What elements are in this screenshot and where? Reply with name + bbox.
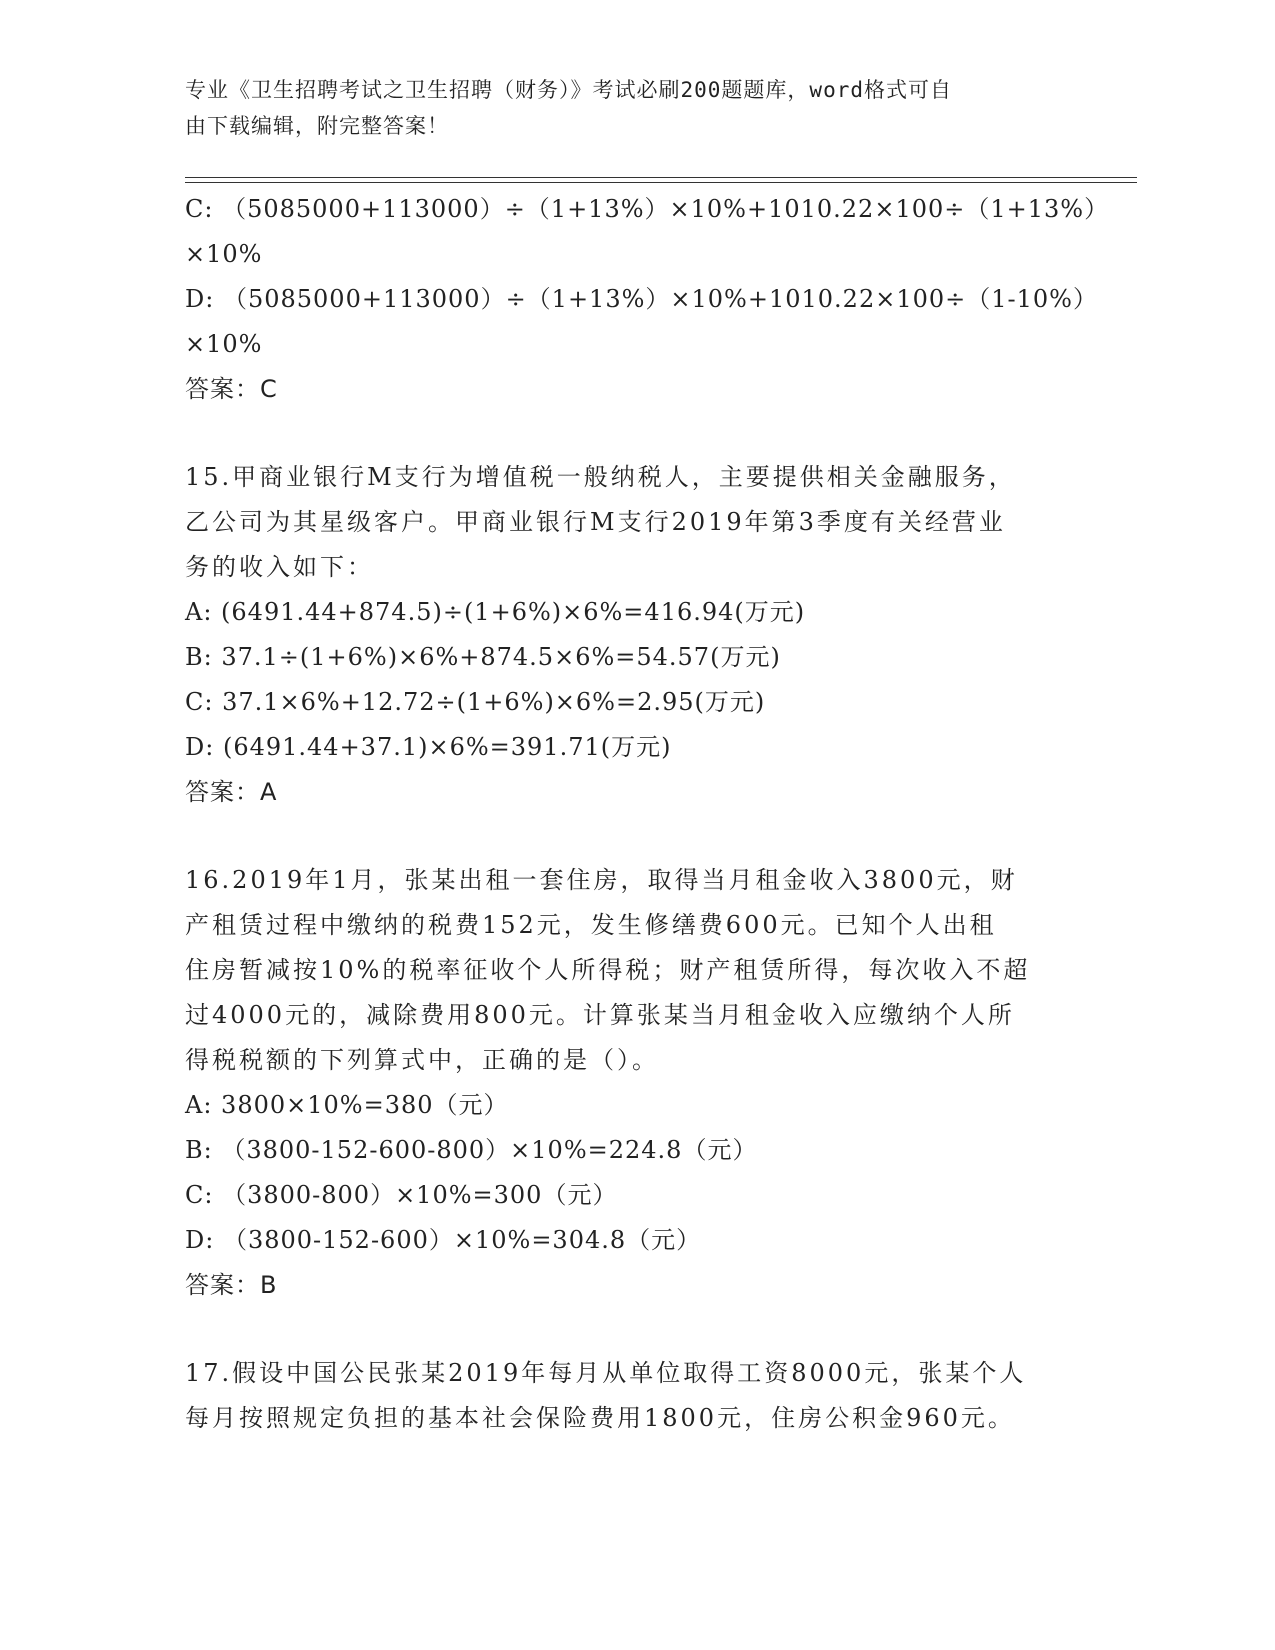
answer-14: 答案：C [185,375,278,403]
option-c-line-1: C: （5085000+113000）÷（1+13%）×10%+1010.22×100÷（1+13%） [185,195,1110,223]
answer-15: 答案：A [185,778,278,806]
question-16-stem-4: 过4000元的，减除费用800元。计算张某当月租金收入应缴纳个人所 [185,1001,1015,1029]
option-c-line-2: ×10% [185,240,263,268]
page-header [185,72,1055,144]
option-b: B: 37.1÷(1+6%)×6%+874.5×6%=54.57(万元) [185,643,781,671]
option-c: C: （3800-800）×10%=300（元） [185,1181,618,1209]
question-15-stem-3: 务的收入如下： [185,553,374,581]
question-15-stem-1: 15.甲商业银行M支行为增值税一般纳税人，主要提供相关金融服务， [185,463,1016,491]
question-15-stem-2: 乙公司为其星级客户。甲商业银行M支行2019年第3季度有关经营业 [185,508,1006,536]
option-c: C: 37.1×6%+12.72÷(1+6%)×6%=2.95(万元) [185,688,766,716]
option-a: A: 3800×10%=380（元） [185,1091,509,1119]
option-d-line-1: D: （5085000+113000）÷（1+13%）×10%+1010.22×100÷（1-10%） [185,285,1098,313]
question-17-stem-1: 17.假设中国公民张某2019年每月从单位取得工资8000元，张某个人 [185,1359,1027,1387]
spacer [185,815,1065,858]
question-16-stem-5: 得税税额的下列算式中，正确的是（）。 [185,1046,659,1074]
question-16-stem-1: 16.2019年1月，张某出租一套住房，取得当月租金收入3800元，财 [185,866,1018,894]
option-b: B: （3800-152-600-800）×10%=224.8（元） [185,1136,758,1164]
header-line-1: 专业《卫生招聘考试之卫生招聘（财务）》考试必刷200题题库，word格式可自 [185,78,952,102]
header-rule-top [185,177,1137,178]
question-16-stem-2: 产租赁过程中缴纳的税费152元，发生修缮费600元。已知个人出租 [185,911,997,939]
question-14-continued [185,187,1110,412]
header-line-2: 由下载编辑，附完整答案！ [185,114,449,138]
spacer [185,1308,1065,1351]
question-16 [185,858,1065,1308]
header-rule-bottom [185,182,1137,183]
question-17-stem-2: 每月按照规定负担的基本社会保险费用1800元，住房公积金960元。 [185,1404,1015,1432]
option-d-line-2: ×10% [185,330,263,358]
question-content [185,187,1110,1441]
answer-16: 答案：B [185,1271,278,1299]
option-d: D: （3800-152-600）×10%=304.8（元） [185,1226,702,1254]
question-16-stem-3: 住房暂减按10%的税率征收个人所得税；财产租赁所得，每次收入不超 [185,956,1031,984]
question-17 [185,1351,1065,1441]
spacer [185,412,1065,455]
option-a: A: (6491.44+874.5)÷(1+6%)×6%=416.94(万元) [185,598,806,626]
option-d: D: (6491.44+37.1)×6%=391.71(万元) [185,733,672,761]
question-15 [185,455,1065,815]
